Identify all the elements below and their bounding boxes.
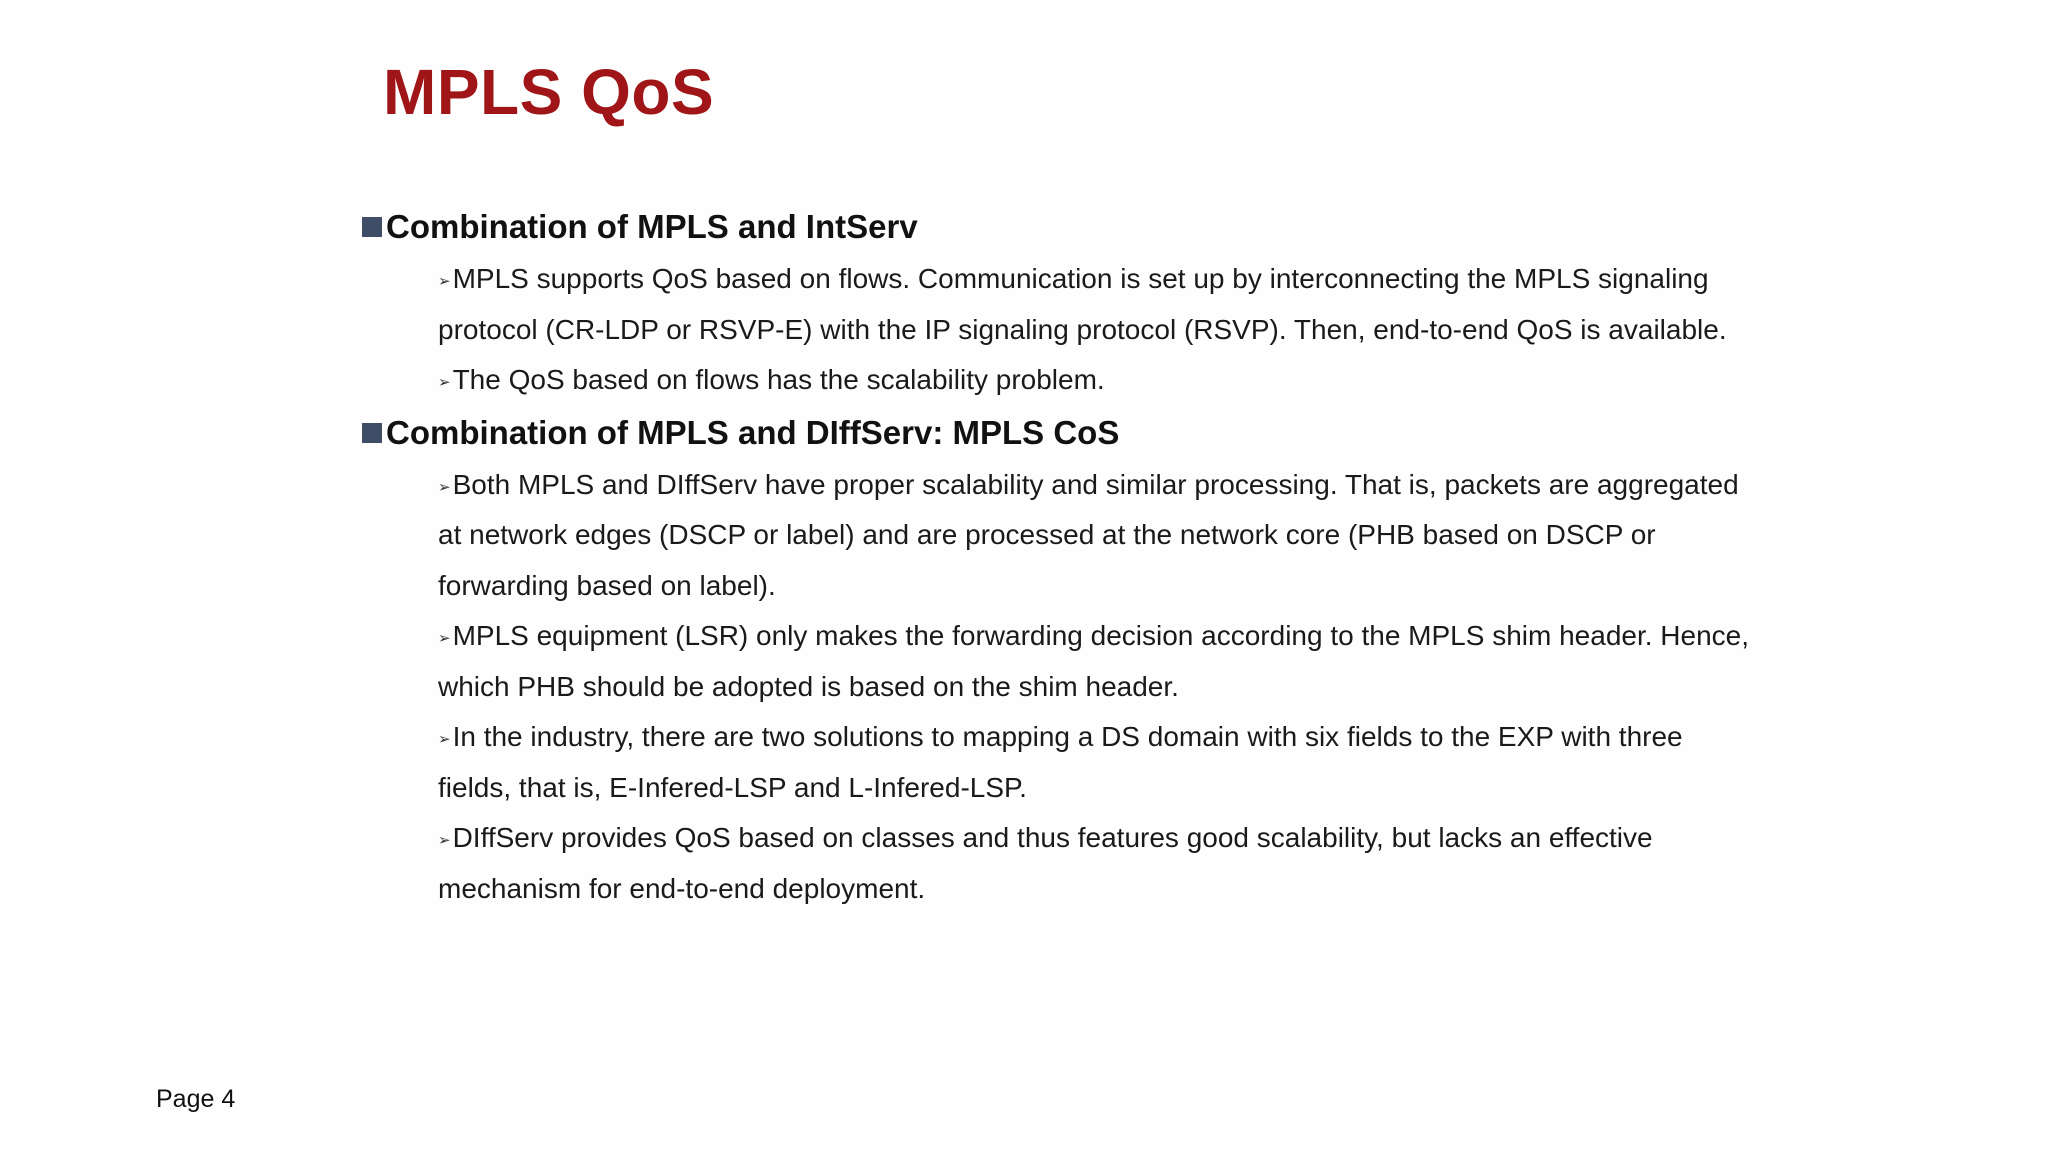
square-bullet-icon — [362, 423, 382, 443]
list-item-text: Both MPLS and DIffServ have proper scalability and similar processing. That is, packets are aggregated at network edges (DSCP or label) and are processed at the network core (PHB based on DSCP or forwarding based on label). — [438, 468, 1739, 601]
list-item-text: DIffServ provides QoS based on classes and thus features good scalability, but lacks an effective mechanism for end-to-end deployment. — [438, 822, 1653, 904]
arrow-bullet-icon: ➢ — [438, 832, 451, 849]
square-bullet-icon — [362, 217, 382, 237]
section-heading-text: Combination of MPLS and DIffServ: MPLS CoS — [386, 413, 1120, 451]
list-item-text: MPLS supports QoS based on flows. Communication is set up by interconnecting the MPLS signaling protocol (CR-LDP or RSVP-E) with the IP signaling protocol (RSVP). Then, end-to-end QoS is available. — [438, 263, 1727, 345]
arrow-bullet-icon: ➢ — [438, 273, 451, 290]
list-item — [438, 460, 1768, 612]
list-item — [438, 355, 1748, 406]
list-item-text: In the industry, there are two solutions to mapping a DS domain with six fields to the EXP with three fields, that is, E-Infered-LSP and L-Infered-LSP. — [438, 721, 1683, 803]
arrow-bullet-icon: ➢ — [438, 478, 451, 496]
bullet-list-intserv — [362, 254, 1742, 406]
list-item — [438, 254, 1748, 355]
list-item-text: MPLS equipment (LSR) only makes the forwarding decision according to the MPLS shim header. Hence, which PHB should be adopted is based on the shim header. — [438, 620, 1750, 702]
section-heading-diffserv — [362, 406, 1762, 460]
arrow-bullet-icon: ➢ — [438, 374, 451, 391]
section-heading-intserv — [362, 200, 1762, 254]
list-item — [438, 611, 1768, 712]
arrow-bullet-icon: ➢ — [438, 731, 451, 748]
list-item — [438, 712, 1748, 813]
list-item-text: The QoS based on flows has the scalability problem. — [452, 364, 1105, 395]
page-number: Page 4 — [156, 1085, 236, 1113]
slide-content — [362, 200, 1762, 914]
slide-title: MPLS QoS — [383, 56, 715, 128]
bullet-list-diffserv — [362, 460, 1750, 915]
list-item — [438, 813, 1768, 914]
arrow-bullet-icon: ➢ — [438, 630, 451, 647]
section-heading-text: Combination of MPLS and IntServ — [386, 208, 918, 245]
